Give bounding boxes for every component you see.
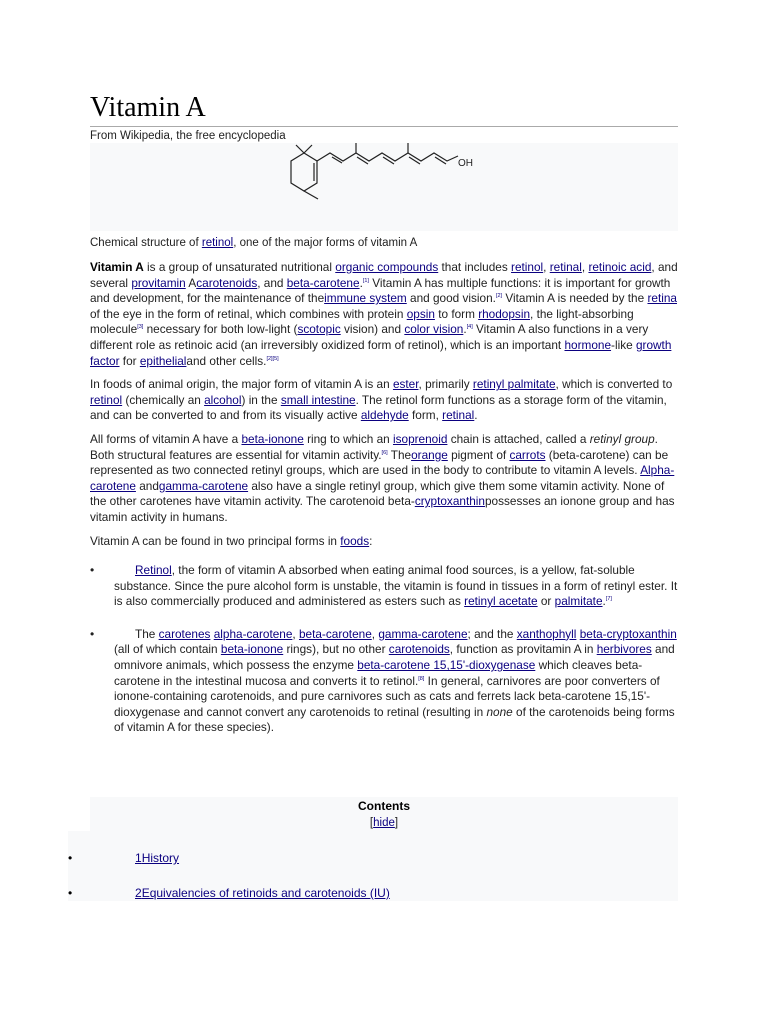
text: . xyxy=(602,594,606,609)
text: also have a single retinyl group, which give them some vitamin activity. None of the other carotenes have vitamin activity. The carotenoid beta- xyxy=(90,478,665,509)
page-title: Vitamin A xyxy=(90,92,678,127)
text: is a group of unsaturated nutritional xyxy=(143,260,336,274)
text: or xyxy=(537,594,555,609)
text: , the light-absorbing molecule xyxy=(90,306,634,337)
text: (chemically an xyxy=(122,392,205,407)
toc-number: 1 xyxy=(135,851,142,865)
link-retina[interactable]: retina xyxy=(647,291,677,306)
bracket: [ xyxy=(369,817,374,829)
text: In foods of animal origin, the major form of vitamin A is an xyxy=(90,377,393,392)
link-dioxygenase[interactable]: beta-carotene 15,15'-dioxygenase xyxy=(357,658,536,673)
term-retinyl-group: retinyl group xyxy=(589,431,655,446)
link-alpha-carotene[interactable]: alpha-carotene xyxy=(213,626,293,641)
link-growth-factor[interactable]: growth factor xyxy=(90,337,672,368)
link-gamma-carotene[interactable]: gamma-carotene xyxy=(158,478,249,493)
citation-7[interactable]: [7] xyxy=(605,596,612,603)
link-retinol[interactable]: retinol xyxy=(511,260,544,274)
text: , function as provitamin A in xyxy=(449,642,597,657)
link-herbivores[interactable]: herbivores xyxy=(596,642,652,657)
text: and xyxy=(135,478,159,493)
text: . The retinol form functions as a storage form of the vitamin, and can be converted to and from its visually active xyxy=(90,392,667,423)
text: and omnivore animals, which possess the enzyme xyxy=(114,642,675,673)
list-item-retinol xyxy=(90,563,678,610)
link-ester[interactable]: ester xyxy=(392,377,419,392)
link-retinal[interactable]: retinal xyxy=(442,408,475,423)
link-palmitate[interactable]: palmitate xyxy=(554,594,603,609)
text: Vitamin A is needed by the xyxy=(502,291,648,306)
text: and other cells. xyxy=(186,353,267,368)
link-isoprenoid[interactable]: isoprenoid xyxy=(392,431,448,446)
retinol-structure-figure xyxy=(90,143,678,231)
toc-label: Equivalencies of retinoids and carotenoids (IU) xyxy=(141,886,390,900)
toc-toggle xyxy=(90,817,678,829)
text: chain is attached, called a xyxy=(447,431,590,446)
forms-list xyxy=(90,563,678,736)
text: of the eye in the form of retinal, which combines with protein xyxy=(90,306,407,321)
figure-caption xyxy=(90,237,678,249)
text: ; and the xyxy=(467,626,517,641)
citation-1[interactable]: [1] xyxy=(362,277,369,284)
hydroxyl-label: OH xyxy=(458,158,473,169)
text: , and several xyxy=(90,260,678,290)
toc-label: History xyxy=(141,851,180,865)
text: , and xyxy=(257,275,287,290)
term-none: none xyxy=(486,704,513,719)
paragraph-animal-origin xyxy=(90,377,678,424)
link-beta-carotene[interactable]: beta-carotene xyxy=(286,275,360,290)
text: The xyxy=(387,447,412,462)
article xyxy=(90,92,678,753)
text: A xyxy=(185,275,197,290)
toc-item-equivalencies[interactable] xyxy=(135,886,390,900)
link-cryptoxanthin[interactable]: cryptoxanthin xyxy=(414,494,485,509)
text: . Both structural features are essential for vitamin activity. xyxy=(90,431,658,462)
text: pigment of xyxy=(447,447,510,462)
bullet: • xyxy=(68,886,73,900)
bullet: • xyxy=(68,851,73,865)
text: , xyxy=(371,626,379,641)
text: Vitamin A can be found in two principal forms in xyxy=(90,533,341,548)
text: which cleaves beta-carotene in the intestinal mucosa and converts it to retinol. xyxy=(114,658,643,688)
text: and good vision. xyxy=(406,291,496,306)
term-vitamin-a: Vitamin A xyxy=(90,260,144,274)
text: form, xyxy=(408,408,443,423)
text: necessary for both low-light ( xyxy=(143,322,298,337)
text: , the form of vitamin A absorbed when eating animal food sources, is a yellow, fat-soluble substance. Since the pure alcohol form is unstable, the vitamin is found in tissues in a form of retinyl ester. It is also commercially produced and administered as esters such as xyxy=(114,563,678,609)
link-provitamin[interactable]: provitamin xyxy=(131,275,186,290)
link-aldehyde[interactable]: aldehyde xyxy=(360,408,409,423)
text: , xyxy=(581,260,589,274)
text: that includes xyxy=(438,260,512,274)
toc-title: Contents xyxy=(358,799,410,813)
caption-text-end: , one of the major forms of vitamin A xyxy=(233,237,418,249)
caption-link-retinol[interactable]: retinol xyxy=(201,237,234,249)
text: In general, carnivores are poor converters of ionone-containing carotenoids, and pure carnivores such as cats and ferrets lack beta-carotene 15,15'-dioxygenase and cannot convert any carotenoids to retinal (resulting in xyxy=(114,673,660,719)
text: of the carotenoids being forms of vitamin A for these species). xyxy=(114,704,675,735)
link-alpha-carotene[interactable]: Alpha-carotene xyxy=(90,463,675,493)
citation-2-5[interactable]: [2][5] xyxy=(266,355,279,362)
caption-text: Chemical structure of xyxy=(90,237,202,249)
text: . xyxy=(463,322,467,337)
retinol-structure-diagram xyxy=(282,143,482,231)
link-gamma-carotene[interactable]: gamma-carotene xyxy=(378,626,468,641)
link-scotopic[interactable]: scotopic xyxy=(297,322,341,337)
link-carotenoids[interactable]: carotenoids xyxy=(196,275,258,290)
link-beta-cryptoxanthin[interactable]: beta-cryptoxanthin xyxy=(579,626,677,641)
tagline: From Wikipedia, the free encyclopedia xyxy=(90,130,286,142)
citation-6[interactable]: [6] xyxy=(381,449,388,456)
text: : xyxy=(369,533,373,548)
link-organic-compounds[interactable]: organic compounds xyxy=(335,260,439,274)
link-carotenoids[interactable]: carotenoids xyxy=(388,642,450,657)
link-beta-ionone[interactable]: beta-ionone xyxy=(220,642,284,657)
paragraph-forms xyxy=(90,432,678,526)
link-beta-ionone[interactable]: beta-ionone xyxy=(241,431,304,446)
citation-4[interactable]: [4] xyxy=(466,324,473,331)
text: vision) and xyxy=(340,322,405,337)
text: for xyxy=(119,353,140,368)
text: (beta-carotene) can be represented as two connected retinyl groups, which are used in the body to contribute to vitamin A levels. xyxy=(90,447,669,478)
link-xanthophyll[interactable]: xanthophyll xyxy=(516,626,577,641)
toc-number: 2 xyxy=(135,886,142,900)
bracket: ] xyxy=(394,817,399,829)
link-rhodopsin[interactable]: rhodopsin xyxy=(478,306,531,321)
text: . xyxy=(359,275,363,290)
link-beta-carotene[interactable]: beta-carotene xyxy=(298,626,372,641)
link-orange[interactable]: orange xyxy=(411,447,448,462)
text: All forms of vitamin A have a xyxy=(90,431,242,446)
link-retinal[interactable]: retinal xyxy=(549,260,582,274)
text: , primarily xyxy=(418,377,473,392)
paragraph-intro xyxy=(90,260,678,369)
text: , xyxy=(543,260,550,274)
text: . xyxy=(474,408,478,423)
link-carotenes[interactable]: carotenes xyxy=(158,626,211,641)
link-small-intestine[interactable]: small intestine xyxy=(280,392,356,407)
link-foods[interactable]: foods xyxy=(340,533,370,548)
link-retinoic-acid[interactable]: retinoic acid xyxy=(588,260,652,274)
text: rings), but no other xyxy=(283,642,389,657)
text: (all of which contain xyxy=(114,642,221,657)
link-retinyl-palmitate[interactable]: retinyl palmitate xyxy=(472,377,556,392)
list-item-carotenes xyxy=(90,627,678,736)
link-hormone[interactable]: hormone xyxy=(564,337,612,352)
link-alcohol[interactable]: alcohol xyxy=(204,392,242,407)
text: , xyxy=(292,626,299,641)
text: -like xyxy=(611,337,636,352)
bullet: • xyxy=(90,626,95,641)
text: Vitamin A also functions in a very different role as retinoic acid (an irreversibly oxidized form of retinol), which is an important xyxy=(90,322,649,352)
link-retinol[interactable]: Retinol xyxy=(135,563,172,578)
link-carrots[interactable]: carrots xyxy=(509,447,546,462)
bullet: • xyxy=(90,563,95,578)
text: to form xyxy=(434,306,479,321)
citation-8[interactable]: [8] xyxy=(418,675,425,682)
citation-2[interactable]: [2] xyxy=(495,293,503,300)
text: possesses an ionone group and has vitamin activity in humans. xyxy=(90,494,675,524)
text: ) in the xyxy=(241,392,281,407)
link-retinol[interactable]: retinol xyxy=(90,392,123,407)
paragraph-principal-forms xyxy=(90,534,678,550)
text: The xyxy=(135,626,159,641)
text: ring to which an xyxy=(303,431,393,446)
toc-hide-link[interactable]: hide xyxy=(373,817,395,829)
toc-item-history[interactable] xyxy=(135,851,179,865)
citation-3[interactable]: [3] xyxy=(137,324,144,331)
link-color-vision[interactable]: color vision xyxy=(404,322,464,337)
link-epithelial[interactable]: epithelial xyxy=(139,353,187,368)
link-opsin[interactable]: opsin xyxy=(406,306,435,321)
link-immune-system[interactable]: immune system xyxy=(324,291,407,306)
text: Vitamin A has multiple functions: it is important for growth and development, for the maintenance of the xyxy=(90,275,671,306)
link-retinyl-acetate[interactable]: retinyl acetate xyxy=(464,594,538,609)
text: , which is converted to xyxy=(555,377,673,392)
